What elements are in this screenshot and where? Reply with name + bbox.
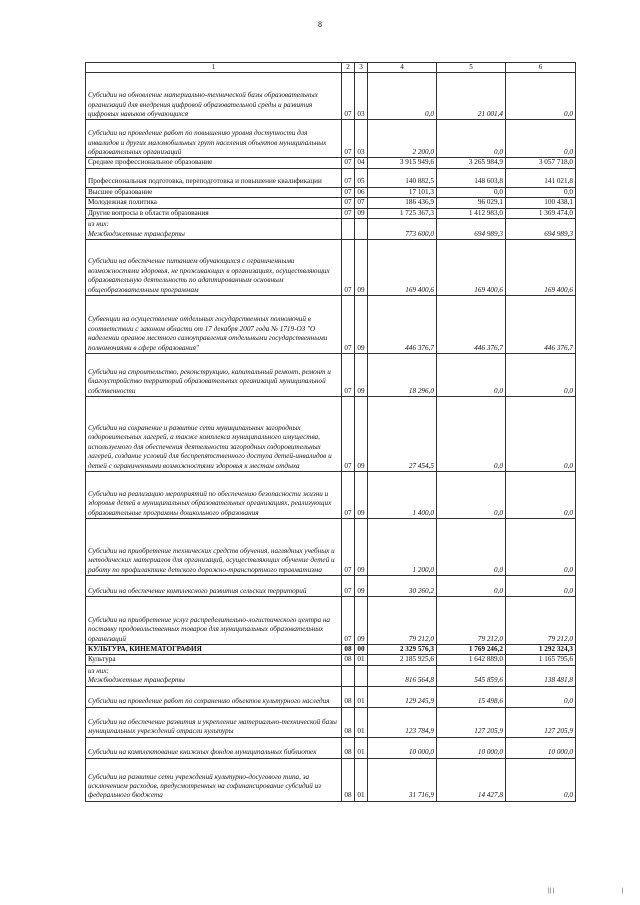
page-number: 8 bbox=[318, 20, 322, 29]
row-value-year-1: 3 915 949,6 bbox=[368, 158, 437, 168]
row-subsection-code: 04 bbox=[355, 158, 368, 168]
row-name: Субсидии на проведение работ по повышению уровня доступности для инвалидов и других маломобильных групп населения объектов муниципальных образовательных организаций bbox=[86, 120, 342, 158]
row-chapter-code: 07 bbox=[342, 198, 355, 208]
row-subsection-code: 01 bbox=[355, 758, 368, 801]
row-value-year-3: 1 369 474,0 bbox=[506, 208, 576, 218]
row-name: Другие вопросы в области образования bbox=[86, 208, 342, 218]
row-value-year-2: 0,0 bbox=[437, 576, 506, 597]
row-value-year-2: 148 603,8 bbox=[437, 168, 506, 187]
row-value-year-3: 0,0 bbox=[506, 758, 576, 801]
row-value-year-1: 2 200,0 bbox=[368, 120, 437, 158]
row-value-year-2: 1 412 983,0 bbox=[437, 208, 506, 218]
row-value-year-2: 0,0 bbox=[437, 187, 506, 197]
table-row bbox=[86, 665, 576, 686]
table-header-row bbox=[86, 63, 576, 73]
row-name: из них: Межбюджетные трансферты bbox=[86, 219, 342, 240]
table-row bbox=[86, 296, 576, 354]
row-subsection-code: 09 bbox=[355, 240, 368, 296]
row-subsection-code: 01 bbox=[355, 707, 368, 737]
row-value-year-1: 0,0 bbox=[368, 73, 437, 120]
table-row bbox=[86, 686, 576, 707]
table-row bbox=[86, 219, 576, 240]
column-header: 3 bbox=[355, 63, 368, 73]
row-subsection-code: 06 bbox=[355, 187, 368, 197]
row-value-year-2: 169 400,6 bbox=[437, 240, 506, 296]
row-value-year-1: 186 436,9 bbox=[368, 198, 437, 208]
row-value-year-1: 1 725 367,3 bbox=[368, 208, 437, 218]
row-subsection-code: 09 bbox=[355, 397, 368, 472]
row-name: Субсидии на приобретение услуг распределительно-логистического центра на поставку продовольственных товаров для муниципальных образовательных организаций bbox=[86, 597, 342, 645]
row-value-year-3: 169 400,6 bbox=[506, 240, 576, 296]
row-value-year-3: 1 292 324,3 bbox=[506, 645, 576, 655]
row-name: Субсидии на обеспечение комплексного развития сельских территорий bbox=[86, 576, 342, 597]
table-row bbox=[86, 655, 576, 665]
row-name: Субсидии на реализацию мероприятий по обеспечению безопасности жизни и здоровья детей в муниципальных образовательных организациях, реализующих образовательные программы дошкольного образования bbox=[86, 472, 342, 519]
row-subsection-code bbox=[355, 219, 368, 240]
row-value-year-3: 694 989,3 bbox=[506, 219, 576, 240]
row-chapter-code: 08 bbox=[342, 645, 355, 655]
row-chapter-code: 07 bbox=[342, 168, 355, 187]
table-row bbox=[86, 73, 576, 120]
row-name: Субсидии на сохранение и развитие сети муниципальных загородных оздоровительных лагерей, а также комплекса муниципального имущества, используемого для обеспечения деятельности загородных оздоровительных лагерей, создание условий для беспрепятственного доступа детей-инвалидов и детей с ограниченными возможностями здоровья к местам отдыха bbox=[86, 397, 342, 472]
row-value-year-1: 169 400,6 bbox=[368, 240, 437, 296]
row-chapter-code: 07 bbox=[342, 397, 355, 472]
row-name: Высшее образование bbox=[86, 187, 342, 197]
table-row bbox=[86, 187, 576, 197]
row-value-year-1: 446 376,7 bbox=[368, 296, 437, 354]
table-row bbox=[86, 354, 576, 397]
row-chapter-code bbox=[342, 665, 355, 686]
row-value-year-2: 96 029,1 bbox=[437, 198, 506, 208]
row-chapter-code: 07 bbox=[342, 208, 355, 218]
row-value-year-2: 1 769 246,2 bbox=[437, 645, 506, 655]
row-subsection-code: 01 bbox=[355, 655, 368, 665]
row-value-year-2: 10 000,0 bbox=[437, 737, 506, 758]
row-value-year-3: 0,0 bbox=[506, 576, 576, 597]
row-value-year-2: 0,0 bbox=[437, 472, 506, 519]
row-chapter-code: 07 bbox=[342, 240, 355, 296]
row-chapter-code: 08 bbox=[342, 737, 355, 758]
row-value-year-3: 0,0 bbox=[506, 519, 576, 576]
row-subsection-code: 09 bbox=[355, 576, 368, 597]
table-row bbox=[86, 707, 576, 737]
row-value-year-3: 100 438,1 bbox=[506, 198, 576, 208]
table-row bbox=[86, 519, 576, 576]
row-name: Среднее профессиональное образование bbox=[86, 158, 342, 168]
row-value-year-2: 127 205,9 bbox=[437, 707, 506, 737]
table-row bbox=[86, 645, 576, 655]
row-subsection-code: 09 bbox=[355, 296, 368, 354]
row-subsection-code: 09 bbox=[355, 597, 368, 645]
row-name: Субсидии на строительство, реконструкцию, капитальный ремонт, ремонт и благоустройство территорий образовательных организаций муниципальной собственности bbox=[86, 354, 342, 397]
row-value-year-3: 127 205,9 bbox=[506, 707, 576, 737]
row-value-year-2: 21 001,4 bbox=[437, 73, 506, 120]
row-value-year-3: 0,0 bbox=[506, 354, 576, 397]
column-header: 2 bbox=[342, 63, 355, 73]
row-subsection-code: 07 bbox=[355, 198, 368, 208]
row-subsection-code: 09 bbox=[355, 354, 368, 397]
row-name: Субсидии на проведение работ по сохранению объектов культурного наследия bbox=[86, 686, 342, 707]
row-value-year-1: 2 329 576,3 bbox=[368, 645, 437, 655]
row-subsection-code: 09 bbox=[355, 208, 368, 218]
row-value-year-2: 3 265 984,9 bbox=[437, 158, 506, 168]
row-subsection-code: 00 bbox=[355, 645, 368, 655]
row-value-year-3: 0,0 bbox=[506, 686, 576, 707]
table-row bbox=[86, 397, 576, 472]
row-chapter-code: 07 bbox=[342, 472, 355, 519]
row-value-year-1: 10 000,0 bbox=[368, 737, 437, 758]
row-value-year-1: 30 260,2 bbox=[368, 576, 437, 597]
row-value-year-1: 816 564,8 bbox=[368, 665, 437, 686]
row-name: из них: Межбюджетные трансферты bbox=[86, 665, 342, 686]
row-value-year-1: 79 212,0 bbox=[368, 597, 437, 645]
row-value-year-1: 18 296,0 bbox=[368, 354, 437, 397]
table-row bbox=[86, 158, 576, 168]
row-chapter-code: 07 bbox=[342, 158, 355, 168]
row-value-year-1: 1 400,0 bbox=[368, 472, 437, 519]
row-value-year-2: 1 642 889,0 bbox=[437, 655, 506, 665]
row-name: Субсидии на обновление материально-технической базы образовательных организаций для внедрения цифровой образовательной среды и развития цифровых навыков обучающихся bbox=[86, 73, 342, 120]
row-name: Субсидии на приобретение технических средств обучения, наглядных учебных и методических материалов для организаций, осуществляющих обучение детей и работу по профилактике детского дорожно-транспортного травматизма bbox=[86, 519, 342, 576]
column-header: 5 bbox=[437, 63, 506, 73]
row-value-year-2: 446 376,7 bbox=[437, 296, 506, 354]
column-header: 4 bbox=[368, 63, 437, 73]
table-row bbox=[86, 576, 576, 597]
row-subsection-code: 09 bbox=[355, 519, 368, 576]
row-name: Субсидии на обеспечение питанием обучающихся с ограниченными возможностями здоровья, не проживающих в организациях, осуществляющих образовательную деятельность по адаптированным основным общеобразовательным программам bbox=[86, 240, 342, 296]
row-value-year-3: 138 481,8 bbox=[506, 665, 576, 686]
column-header: 6 bbox=[506, 63, 576, 73]
table-row bbox=[86, 597, 576, 645]
row-value-year-2: 0,0 bbox=[437, 120, 506, 158]
table-row bbox=[86, 737, 576, 758]
row-chapter-code: 07 bbox=[342, 187, 355, 197]
row-name: Молодежная политика bbox=[86, 198, 342, 208]
row-value-year-1: 27 454,5 bbox=[368, 397, 437, 472]
row-subsection-code: 03 bbox=[355, 120, 368, 158]
table-row bbox=[86, 758, 576, 801]
row-value-year-3: 10 000,0 bbox=[506, 737, 576, 758]
row-chapter-code: 08 bbox=[342, 707, 355, 737]
row-value-year-1: 140 882,5 bbox=[368, 168, 437, 187]
row-value-year-1: 31 716,9 bbox=[368, 758, 437, 801]
row-chapter-code bbox=[342, 219, 355, 240]
row-value-year-3: 0,0 bbox=[506, 73, 576, 120]
budget-table bbox=[85, 62, 576, 802]
row-value-year-3: 79 212,0 bbox=[506, 597, 576, 645]
row-subsection-code: 01 bbox=[355, 686, 368, 707]
row-value-year-3: 0,0 bbox=[506, 397, 576, 472]
row-value-year-2: 694 989,3 bbox=[437, 219, 506, 240]
table-row bbox=[86, 168, 576, 187]
row-chapter-code: 07 bbox=[342, 296, 355, 354]
row-value-year-2: 14 427,8 bbox=[437, 758, 506, 801]
table-row bbox=[86, 240, 576, 296]
row-name: Профессиональная подготовка, переподготовка и повышение квалификации bbox=[86, 168, 342, 187]
row-value-year-2: 15 498,6 bbox=[437, 686, 506, 707]
row-value-year-2: 0,0 bbox=[437, 397, 506, 472]
row-name: Субсидии на развитие сети учреждений культурно-досугового типа, за исключением расходов, предусмотренных на софинансирование субсидий из федерального бюджета bbox=[86, 758, 342, 801]
table-row bbox=[86, 472, 576, 519]
row-name: Культура bbox=[86, 655, 342, 665]
row-value-year-1: 17 101,3 bbox=[368, 187, 437, 197]
row-subsection-code: 01 bbox=[355, 737, 368, 758]
row-chapter-code: 07 bbox=[342, 73, 355, 120]
row-name: Субвенции на осуществление отдельных государственных полномочий в соответствии с законом области от 17 декабря 2007 года № 1719-ОЗ "О наделении органов местного самоуправления отдельными государственными полномочиями в сфере образования" bbox=[86, 296, 342, 354]
table-row bbox=[86, 208, 576, 218]
row-value-year-3: 3 057 718,0 bbox=[506, 158, 576, 168]
row-value-year-1: 129 245,9 bbox=[368, 686, 437, 707]
footer-mark-right: | bbox=[622, 888, 624, 894]
row-value-year-3: 0,0 bbox=[506, 187, 576, 197]
row-value-year-3: 1 165 795,6 bbox=[506, 655, 576, 665]
table-row bbox=[86, 198, 576, 208]
row-value-year-1: 123 784,9 bbox=[368, 707, 437, 737]
row-chapter-code: 08 bbox=[342, 686, 355, 707]
footer-mark-left: || | bbox=[548, 888, 555, 894]
row-value-year-2: 79 212,0 bbox=[437, 597, 506, 645]
column-header: 1 bbox=[86, 63, 342, 73]
row-subsection-code bbox=[355, 665, 368, 686]
row-chapter-code: 07 bbox=[342, 576, 355, 597]
row-value-year-3: 0,0 bbox=[506, 120, 576, 158]
row-chapter-code: 08 bbox=[342, 655, 355, 665]
row-chapter-code: 07 bbox=[342, 519, 355, 576]
row-value-year-3: 0,0 bbox=[506, 472, 576, 519]
row-chapter-code: 08 bbox=[342, 758, 355, 801]
row-chapter-code: 07 bbox=[342, 354, 355, 397]
row-chapter-code: 07 bbox=[342, 597, 355, 645]
row-name: КУЛЬТУРА, КИНЕМАТОГРАФИЯ bbox=[86, 645, 342, 655]
row-subsection-code: 05 bbox=[355, 168, 368, 187]
row-value-year-3: 446 376,7 bbox=[506, 296, 576, 354]
row-value-year-1: 773 600,0 bbox=[368, 219, 437, 240]
row-chapter-code: 07 bbox=[342, 120, 355, 158]
row-name: Субсидии на комплектование книжных фондов муниципальных библиотек bbox=[86, 737, 342, 758]
row-value-year-2: 545 859,6 bbox=[437, 665, 506, 686]
row-subsection-code: 09 bbox=[355, 472, 368, 519]
table-row bbox=[86, 120, 576, 158]
row-value-year-1: 2 185 925,6 bbox=[368, 655, 437, 665]
row-value-year-1: 1 200,0 bbox=[368, 519, 437, 576]
row-subsection-code: 03 bbox=[355, 73, 368, 120]
row-name: Субсидии на обеспечение развития и укрепление материально-технической базы муниципальных учреждений отрасли культуры bbox=[86, 707, 342, 737]
row-value-year-2: 0,0 bbox=[437, 519, 506, 576]
row-value-year-2: 0,0 bbox=[437, 354, 506, 397]
row-value-year-3: 141 021,8 bbox=[506, 168, 576, 187]
